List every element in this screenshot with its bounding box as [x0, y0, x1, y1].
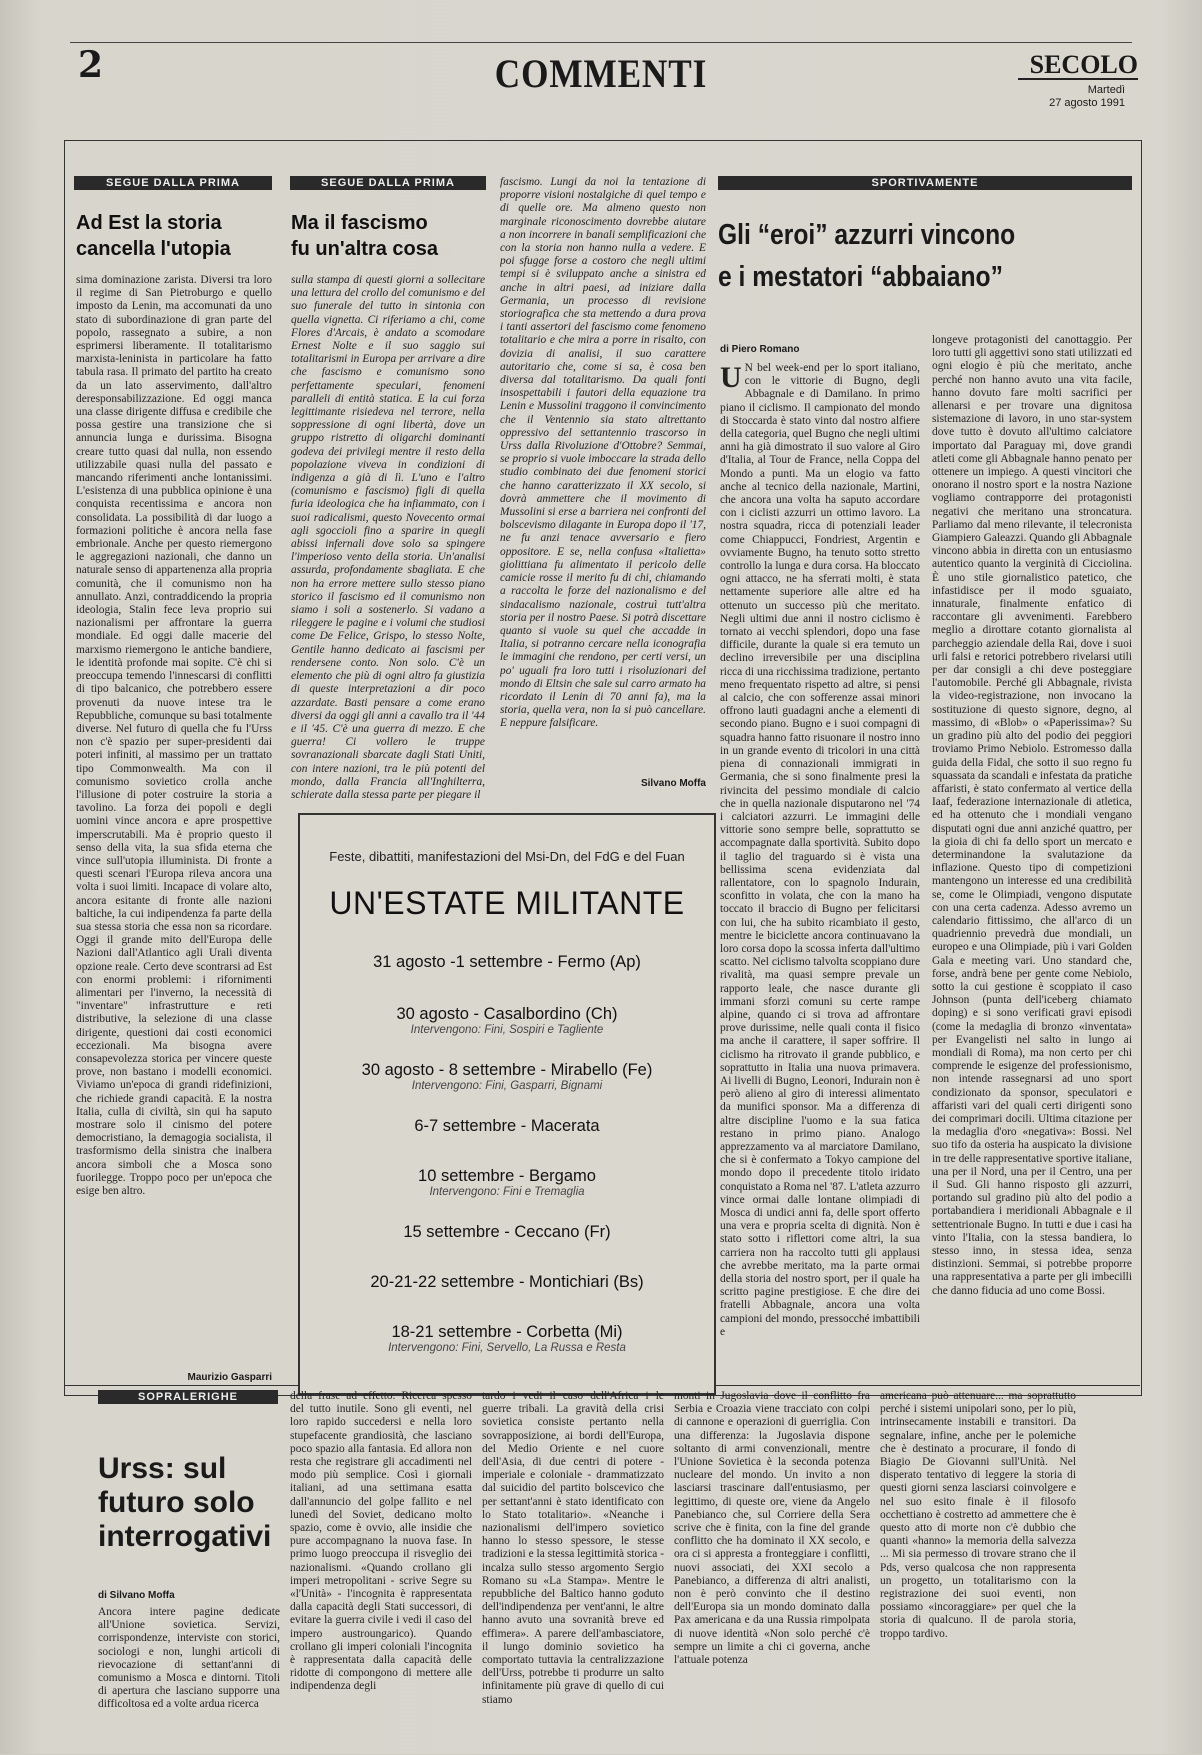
newspaper-logo: SECOLO — [1018, 52, 1138, 80]
event-list — [300, 953, 714, 1373]
event-date: 20-21-22 settembre - Montichiari (Bs) — [370, 1273, 644, 1291]
sport-headline-line1: Gli “eroi” azzurri vincono — [718, 219, 1016, 251]
article1-author: Maurizio Gasparri — [187, 1372, 272, 1383]
sport-body-col2: longeve protagonisti del canottaggio. Per loro tutti gli aggettivi sono stati utilizzati ed ogni elogio è più che meritato, anche perché non hanno avuto una vita facile, hanno dovuto fare molti sacrifici per allenarsi e per trovare una dignitosa sistemazione di lavoro, in uno star-system dove tutto è dovuto all'ultimo calciatore importato dal Paraguay mi, dove grandi atleti come gli Abbagnale hanno penato per ottenere un impiego. A questi vincitori che onorano il nostro sport e la nostra Nazione vogliamo contrapporre dei protagonisti negativi che meritano una stroncatura. Parliamo dal meno rilevante, il telecronista Giampiero Galeazzi. Quando gli Abbagnale vincono abbia in diretta con un entusiasmo autentico quanto la verginità di Cicciolina. È uno stile giornalistico patetico, che infastidisce per il modo sguaiato, innaturale, finalmente enfatico di raccontare gli avvenimenti. Farebbero meglio a dirottare cotanto giornalista al parcheggio aziendale della Rai, dove i suoi urli falsi e retorici potrebbero rivelarsi utili per dar consigli a chi deve posteggiare l'automobile. Perché gli Abbagnale, rivista la video-registrazione, non invocano la sostituzione di questo signore, degno, al massimo, di «Blob» o «Paperissima»? Su un gradino più alto del podio dei peggiori troviamo Primo Nebiolo. Estromesso dalla guida della Fidal, che sotto il suo regno fu squassata da scandali e infestata da pratiche affaristi, è stato confermato al vertice della Iaaf, federazione internazionale di atletica, ed ha ottenuto che i mondiali vengano disputati ogni due anni anziché quattro, per la gioia di chi fa dello sport un mercato e determinandone la svalutazione da inflazione. Questo tipo di competizioni mantengono un interesse ed una credibilità se, come le Olimpiadi, vengono disputate con una certa cadenza. Adesso avremo un calendario fittissimo, che all'arco di un quadriennio prevedrà due mondiali, un europeo e una Olimpiade, più i vari Golden Gala e meeting vari. Uno standard che, forse, andrà bene per gente come Nebiolo, sotto la cui gestione è scoppiato il caso Johnson (punta dell'iceberg chiamato doping) e si sono verificati gravi episodi (come la medaglia di bronzo «inventata» per Evangelisti nel salto in lungo ai mondiali di Roma), ma non certo per chi comprende le esigenze del professionismo, non intende rassegnarsi ad uno sport condizionato da sponsor, speculatori e affaristi vari del quali certi dirigenti sono dei comprimari docili. Ultima citazione per la medaglia d'oro «negativa»: Bossi. Nel suo tifo da osteria ha auspicato la divisione in tre delle rappresentative sportive italiane, una per il Nord, una per il Centro, una per il Sud. Gli hanno risposto gli azzurri, portando sul gradino più alto del podio a portabandiera i meridionali Abbagnale e il settentrionale Bugno. In tutti e due i casi ha vinto l'Italia, con la stessa bandiera, lo stesso inno, in stessa idea, senza distinzioni. Semmai, si potrebbe proporre una rappresentativa a parte per gli imbecilli che danno fiducia ad uno come Bossi. — [932, 334, 1132, 1297]
event-date: 30 agosto - Casalbordino (Ch) — [396, 1005, 618, 1023]
bottom-headline-line2: futuro solo — [98, 1486, 255, 1519]
sport-headline — [718, 214, 1126, 298]
sport-dropcap: U — [720, 362, 742, 394]
section-title: COMMENTI — [494, 51, 708, 96]
bottom-body-col2: della frase ad effetto. Ricerca spesso del tutto inutile. Sono gli eventi, nel loro rapido succedersi e nella loro stupefacente grandiosità, che lasciano poco spazio alla fantasia. Ed allora non resta che registrare gli accadimenti nel modo più semplice. Così i giornali italiani, ad una settimana esatta dall'annuncio del golpe fallito e nel lunedì del Soviet, dedicano molto spazio, come è ovvio, alle insidie che pure accompagnano la nuova fase. In primo luogo preoccupa il risveglio dei nazionalismi. «Quando crollano gli imperi metropolitani - scrive Segre su «l'Unità» - l'incognita è rappresentata dalla capacità degli Stati successori, di evitare la guerra civile i vedi il caso del impero austroungarico). Quando crollano gli imperi coloniali l'incognita è rappresentata dalla capacità delle ridotte di compongono di mettere alle indipendenza degli — [290, 1390, 472, 1693]
event-item — [300, 1005, 714, 1061]
article1-body: sima dominazione zarista. Diversi tra loro il regime di San Pietroburgo e quello imposto da Lenin, ma accomunati da uno stato di subordinazione di gran parte del popolo, rassegnato a subire, a non esprimersi liberamente. Il totalitarismo marxista-leninista in particolare ha fatto tabula rasa. Il primato del partito ha creato da un lato asservimento, dall'altro deresponsabilizzazione. Ed oggi manca una classe dirigente diffusa e credibile che possa gestire una transizione che si annuncia lunga e durissima. Bisogna creare tutto quasi dal nulla, non essendo utilizzabile quasi nulla del passato e mancando riferimenti anche lontanissimi. L'esistenza di una pubblica opinione è una conquista recentissima e ancora non consolidata. La possibilità di dar luogo a formazioni politiche è ancora nella fase embrionale. Anche per questo riemergono le aggregazioni nazionali, che danno un naturale senso di appartenenza alla propria comunità, che il comunismo non ha annullato. Anzi, contraddicendo la propria ideologia, Stalin fece leva proprio sui nazionalismi per affrontare la guerra mondiale. Ed oggi dalle macerie del marxismo riemergono le antiche bandiere, le identità profonde mai sopite. C'è chi si preoccupa temendo l'innescarsi di conflitti di tipo balcanico, che potrebbero essere provenuti da nuove intese tra le Repubbliche, comunque su basi totalmente diverse. Nel futuro di quella che fu l'Urss non c'è spazio per super-presidenti dai poteri infiniti, al massimo per un trattato tipo Commonwealth. Ma con il comunismo sovietico crolla anche l'illusione di poter costruire la storia a tavolino. La forza dei popoli e degli uomini vince ancora e apre prospettive imperscrutabili. Ma è proprio questo il senso della vita, la sua sfida eterna che vince sull'utopia illuminista. Di fronte a questi scenari l'Europa rileva ancora una volta i suoi limiti. Incapace di volare alto, ancora esitante di fronte alle nazioni baltiche, la cui indipendenza fa parte della sua stessa storia che essa non sa ricordare. Oggi il grande mito dell'Europa delle Nazioni dall'Atlantico agli Urali diventa opzione reale. Certo deve scontrarsi ad Est con enormi problemi: i rifornimenti alimentari per l'inverno, la necessità di "inventare" infrastrutture e reti distributive, la selezione di una classe dirigente, questioni dai costi economici eccezionali. Ma bisogna avere consapevolezza storica per vincere queste prove, non bastano i modelli economici. Viviamo un'epoca di grandi ridefinizioni, che richiede grandi capacità. E la nostra Italia, culla di civiltà, sin qui ha saputo mostrare solo il cinismo del potere democristiano, la demagogia socialista, il trasformismo della sinistra che inalbera ancora simboli che a Mosca sono fuorilegge. Troppo poco per un'epoca che esige ben altro. — [76, 274, 272, 1198]
event-box-title: UN'ESTATE MILITANTE — [329, 885, 685, 921]
article1-kicker: SEGUE DALLA PRIMA — [74, 176, 272, 190]
article2-author: Silvano Moffa — [640, 778, 706, 789]
event-item — [300, 1167, 714, 1223]
event-item — [300, 1223, 714, 1273]
bottom-headline — [98, 1452, 288, 1554]
article2-body-col1: sulla stampa di questi giorni a sollecitare una lettura del crollo del comunismo e del suo funerale del tutto in sintonia con quella vignetta. Ci riferiamo a chi, come Flores d'Arcais, è andato a scomodare Ernest Nolte e il suo saggio sui totalitarismi in Europa per arrivare a dire che fascismo e comunismo sono perfettamente speculari, fenomeni paralleli di entità statica. E la cui forza legittimante risiedeva nel terrore, nella soppressione di ogni libertà, dove un gruppo ristretto di oligarchi dominanti godeva dei privilegi mentre il resto della popolazione viveva in condizioni di indigenza a già di lì. L'uno e l'altro (comunismo e fascismo) figli di quella furia ideologica che ha infiammato, con i suoi radicalismi, questo Novecento ormai agli sgoccioli fino a sparire in quegli abissi infernali dove solo sa spingere l'imperioso vento della storia. Un'analisi assurda, profondamente sbagliata. E che non ha errore mettere sullo stesso piano storico il fascismo ed il comunismo non siamo i soli a sostenerlo. Si vadano a rileggere le pagine e i volumi che studiosi come De Felice, Grispo, lo stesso Nolte, Gentile hanno dedicato ai fascismi per rendersene conto. Non solo. C'è un elemento che più di ogni altro fa giustizia di queste interpretazioni a dir poco azzardate. Basti pensare a come erano diversi da oggi gli anni a cavallo tra il '44 e il '45. C'è una guerra di mezzo. E che guerra! Ci vollero le truppe sovranazionali sbarcate dagli Stati Uniti, con intere nazioni, tra le più potenti del mondo, dalla Francia all'Inghilterra, schierate dalla stessa parte per piegare il — [291, 274, 485, 801]
sport-body-text: N bel week-end per lo sport italiano, con le vittorie di Bugno, degli Abbagnale e di Damilano. In primo piano il ciclismo. Il campionato del mondo di Stoccarda è stato vinto dal nostro alfiere della categoria, quel Bugno che negli ultimi anni ha già dimostrato il suo valore al Giro d'Italia, al Tour de France, nella Coppa del Mondo a punti. Ma un elogio va fatto anche al tecnico della nazionale, Martini, che ancora una volta ha saputo accordare con i ciclisti azzurri un ottimo lavoro. La nostra squadra, ricca di potenziali leader come Chiappucci, Fondriest, Argentin e ovviamente Bugno, ha tenuto sotto stretto controllo la lunga e dura corsa. Ha bloccato ogni attacco, ne ha sferrati molti, è stata nettamente superiore alle altre ed ha ottenuto un successo più che meritato. Negli ultimi due anni il nostro ciclismo è tornato ai vecchi splendori, dopo una fase difficile, durante la quale si era temuto un declino irreversibile per una disciplina ricca di una ricchissima tradizione, pertanto meno frequentato rispetto ad altre, si pensi al calcio, che con sofferenze assai minori offrono lauti guadagni anche a elementi di secondo piano. Bugno e i suoi compagni di squadra hanno fatto risuonare il nostro inno in un grande evento di tricolori in una città piena di connazionali immigrati in Germania, che si sono finalmente presi la rivincita del pessimo mondiale di calcio che in quella nazionale disputarono nel '74 i calciatori azzurri. Le immagini delle vittorie sono sempre belle, soprattutto se accompagnate dalla sportività. Subito dopo il taglio del traguardo si è vista una bellissima scena evidenziata dal rallentatore, con lo spagnolo Indurain, sconfitto in volata, che con la mano ha toccato il braccio di Bugno per felicitarsi con lui, che ha subito ricambiato il gesto, mentre le biciclette ancora continuavano la loro corsa dopo la scossa inferta dall'ultimo scatto. Nel ciclismo talvolta scoppiano dure rivalità, ma quasi sempre prevale un rapporto leale, che nasce durante gli immani sforzi comuni su certe rampe alpine, quando ci si trova ad affrontare prove durissime, nelle quali conta il fisico ma anche il carattere, il saper soffrire. Il ciclismo ha ritrovato il grande pubblico, e soprattutto in Italia una nuova primavera. Ai livelli di Bugno, Leonori, Indurain non è però alieno al giro di interessi alimentato da munifici sponsor. Ma a differenza di altre discipline l'uomo e la sua fatica restano in primo piano. Analogo apprezzamento va al marciatore Damilano, che si è confermato a Tokyo campione del mondo dopo il precedente titolo iridato conquistato a Roma nel '87. L'atleta azzurro vince ormai dalle lontane olimpiadi di Mosca di undici anni fa, delle sport offerto una vera e propria scelta di dignità. Non è stato sotto i riflettori come altri, la sua carriera non ha raccolto tutti gli applausi che avrebbe meritato, ma la parte ormai della storia del nostro sport, per il quale ha scritto pagine prestigiose. E che dire dei fratelli Abbagnale, ancora una volta campioni del mondo, pressocché imbattibili e — [720, 362, 920, 1338]
event-date: 30 agosto - 8 settembre - Mirabello (Fe) — [361, 1061, 653, 1079]
event-date: 10 settembre - Bergamo — [418, 1167, 596, 1185]
bottom-author: di Silvano Moffa — [98, 1590, 175, 1601]
bottom-body-col4: monti in Jugoslavia dove il conflitto fra Serbia e Croazia viene tracciato con colpi di cannone e operazioni di guerriglia. Con una differenza: la Jugoslavia dispone soltanto di armi convenzionali, mentre l'Unione Sovietica è la seconda potenza nucleare del mondo. Un invito a non lasciarsi trascinare dall'entusiasmo, per legittimo, di queste ore, viene da Angelo Panebianco che, sul Corriere della Sera scrive che è finita, con la fine del grande conflitto che ha dominato il XX secolo, e ora ci si appresta a fronteggiare i conflitti, nuovi associati, dei XXI secolo a Panebianco, a differenza di altri analisti, non è però convinto che il destino dell'Europa sia un mondo dominato dalla Pax americana e da una Russia rimpolpata di nuove identità «Non solo perché c'è sempre un limite a chi ci governa, anche l'attuale potenza — [674, 1390, 870, 1667]
article2-headline-line2: fu un'altra cosa — [291, 238, 439, 260]
bottom-body-col5: americana può attenuare... ma soprattutto perché i sistemi unipolari sono, per lo più, intrinsecamente instabili e transitori. Da segnalare, infine, anche per le polemiche che è destinato a procurare, il fondo di Biagio De Giovanni sull'Unità. Nel disperato tentativo di leggere la storia di questi giorni senza lasciarsi coinvolgere e nel suo esito finale è il filosofo occhettiano è costretto ad ammettere che è questo atto di morte non c'è dubbio che quanti «hanno» la memoria della salvezza ... Mi sia permesso di trovare strano che il Pds, verso qualcosa che non rappresenta un progetto, un totalitarismo con la registrazione dei suoi eventi, non possiamo «incoraggiare» per quel che la storia di qualcuno. Il de parola storia, troppo tardivo. — [880, 1390, 1076, 1640]
bottom-headline-line3: interrogativi — [98, 1520, 272, 1553]
issue-day: Martedì — [1087, 84, 1125, 96]
article1-headline-line1: Ad Est la storia — [76, 212, 222, 234]
event-date: 31 agosto -1 settembre - Fermo (Ap) — [373, 953, 641, 971]
top-rule — [70, 42, 1132, 43]
event-box-subtitle: Feste, dibattiti, manifestazioni del Msi-Dn, del FdG e del Fuan — [329, 849, 685, 864]
event-speakers: Intervengono: Fini, Gasparri, Bignami — [411, 1080, 603, 1092]
issue-date — [980, 84, 1125, 110]
article2-headline — [291, 210, 491, 262]
article2-headline-line1: Ma il fascismo — [291, 212, 428, 234]
page-number: 2 — [78, 44, 104, 86]
event-date: 6-7 settembre - Macerata — [414, 1117, 600, 1135]
event-item — [300, 1061, 714, 1117]
event-item — [300, 953, 714, 1005]
event-date: 15 settembre - Ceccano (Fr) — [403, 1223, 611, 1241]
sport-kicker: SPORTIVAMENTE — [718, 176, 1132, 190]
bottom-headline-line1: Urss: sul — [98, 1452, 227, 1485]
sport-body-col1 — [720, 362, 920, 1382]
sport-author: di Piero Romano — [720, 344, 800, 355]
article2-body-col2: fascismo. Lungi da noi la tentazione di proporre visioni nostalgiche di quel tempo e di quelle ore. Ma almeno questo non marginale riconoscimento dovrebbe aiutare a non incorrere in banali semplificazioni che con la storia non hanno nulla a vedere. E poi sfugge forse a costoro che negli ultimi tempi si è sviluppato anche a sinistra ed anche in altri paesi, ad iniziare dalla Germania, un processo di revisione storiografica che sta mettendo a dura prova i tanti assertori del fascismo come fenomeno totalitario e che mira a porre in risalto, con dovizia di analisi, il suo carattere autoritario che, come si sa, è cosa ben diversa dal totalitarismo. Da quali fonti insospettabili i fautori della equazione tra Lenin e Mussolini traggono il convincimento che il Ventennio sia stato altrettanto oppressivo del settantennio trascorso in Urss dalla Rivoluzione d'Ottobre? Semmai, se proprio si vuole imboccare la strada dello studio combinato dei due fenomeni storici che hanno caratterizzato il XX secolo, si dovrà ammettere che il movimento di Mussolini si erse a barriera nei confronti del bolscevismo dilagante in Europa dopo il '17, ne fu anzi tenace avversario e fiero oppositore. E se, nella confusa «Italietta» giolittiana fu alimentato il pericolo delle camicie rosse il merito fu di chi, chiamando a raccolta le forze del nazionalismo e del sindacalismo nazionale, costruì tutt'altra storia per il nostro Paese. Si potrà discettare quanto si vuole su quel che accadde in Italia, si potranno cercare nella iconografia le immagini che rendono, per certi versi, un po' uguali fra loro tutti i risoluzionari del mondo di Eltsin che sale sul carro armato ha ricordato il Lenin di 70 anni fa), ma la storia, quella vera, non la si può cancellare. E neppure falsificare. — [500, 176, 706, 730]
event-speakers: Intervengono: Fini e Tremaglia — [429, 1186, 585, 1198]
bottom-body-col1: Ancora intere pagine dedicate all'Unione sovietica. Servizi, corrispondenze, interviste con storici, sociologi e non, lunghi articoli di rievocazione di settant'anni di comunismo a Mosca e dintorni. Titoli di apertura che lasciano supporre una difficoltosa ed a volte ardua ricerca — [98, 1606, 280, 1711]
event-item — [300, 1323, 714, 1373]
event-item — [300, 1273, 714, 1323]
bottom-body-col3: tardo i vedi il caso dell'Africa i le guerre tribali. La gravità della crisi sovietica consiste pertanto nella sovrapposizione, ai bordi dell'Europa, del Medio Oriente e nel cuore dell'Asia, di due centri di potere - imperiale e coloniale - drammatizzato dal suicidio del partito bolscevico che per settant'anni è stato identificato con lo Stato totalitario». «Neanche i nazionalismi dell'impero sovietico hanno lo stesso spessore, le stesse tradizioni e la stessa legittimità storica - incalza sullo stesso argomento Sergio Romano su «La Stampa». Mentre le repubbliche del Baltico hanno goduto dell'indipendenza per vent'anni, le altre hanno avuto una sovranità breve ed effimera». A parere dell'ambasciatore, il lungo dominio sovietico ha comportato tuttavia la centralizzazione dell'Urss, potrebbe ti produrre un salto infinitamente più grave di quello di cui stiamo — [482, 1390, 664, 1706]
article1-headline — [76, 210, 276, 262]
article1-headline-line2: cancella l'utopia — [76, 238, 231, 260]
sport-headline-line2: e i mestatori “abbaiano” — [718, 261, 1003, 293]
issue-full-date: 27 agosto 1991 — [1049, 97, 1125, 109]
event-speakers: Intervengono: Fini, Servello, La Russa e Resta — [388, 1342, 626, 1354]
event-date: 18-21 settembre - Corbetta (Mi) — [391, 1323, 623, 1341]
event-box — [298, 813, 716, 1395]
event-speakers: Intervengono: Fini, Sospiri e Tagliente — [410, 1024, 604, 1036]
article2-kicker: SEGUE DALLA PRIMA — [290, 176, 486, 190]
bottom-kicker: SOPRALERIGHE — [98, 1390, 278, 1404]
event-item — [300, 1117, 714, 1167]
